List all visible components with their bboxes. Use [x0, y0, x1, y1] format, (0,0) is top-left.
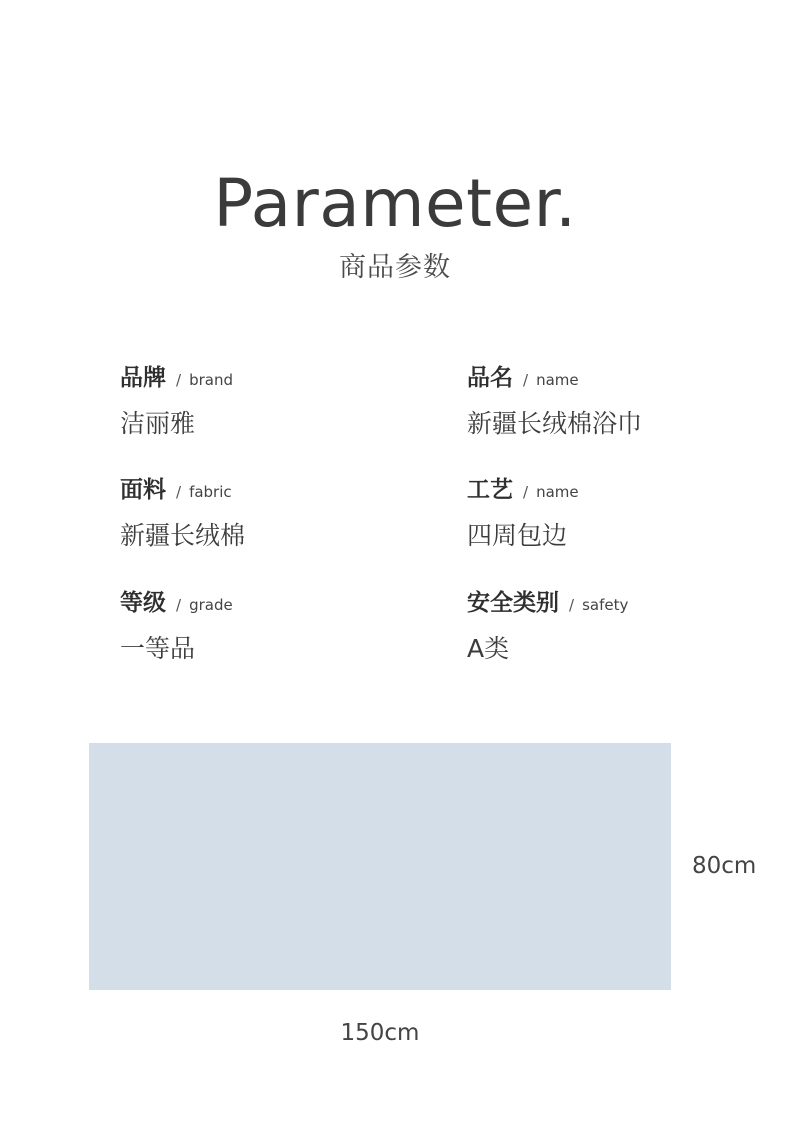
param-name	[467, 362, 767, 440]
param-label-en: brand	[189, 371, 233, 389]
param-fabric	[120, 474, 420, 552]
param-value: 洁丽雅	[120, 409, 196, 438]
param-label-en: fabric	[189, 483, 232, 501]
param-value: 一等品	[120, 634, 196, 663]
param-header	[467, 362, 767, 394]
param-header	[467, 474, 767, 506]
param-label: 安全类别	[467, 590, 559, 616]
param-label-en: name	[536, 371, 579, 389]
param-label: 等级	[120, 590, 166, 616]
page-subtitle: 商品参数	[339, 252, 451, 283]
param-label: 品名	[467, 365, 513, 391]
towel-size-rectangle	[89, 743, 671, 990]
param-label-en: name	[536, 483, 579, 501]
param-label-en: safety	[582, 596, 629, 614]
param-label: 面料	[120, 477, 166, 503]
param-header	[120, 474, 420, 506]
height-dimension-label: 80cm	[692, 853, 757, 879]
param-separator: /	[176, 371, 182, 389]
param-grade	[120, 587, 420, 665]
param-separator: /	[569, 596, 575, 614]
param-label: 工艺	[467, 477, 513, 503]
param-value: 新疆长绒棉	[120, 521, 246, 550]
param-value: 四周包边	[467, 521, 568, 550]
param-header	[120, 362, 420, 394]
page-title: Parameter.	[213, 165, 577, 242]
param-safety	[467, 587, 767, 665]
param-separator: /	[523, 483, 529, 501]
param-value: 新疆长绒棉浴巾	[467, 409, 643, 438]
param-value: A类	[467, 634, 510, 663]
param-separator: /	[176, 596, 182, 614]
param-separator: /	[523, 371, 529, 389]
param-header	[467, 587, 767, 619]
width-dimension-label: 150cm	[340, 1020, 420, 1046]
param-craft	[467, 474, 767, 552]
param-brand	[120, 362, 420, 440]
param-label: 品牌	[120, 365, 166, 391]
param-separator: /	[176, 483, 182, 501]
param-label-en: grade	[189, 596, 233, 614]
param-header	[120, 587, 420, 619]
